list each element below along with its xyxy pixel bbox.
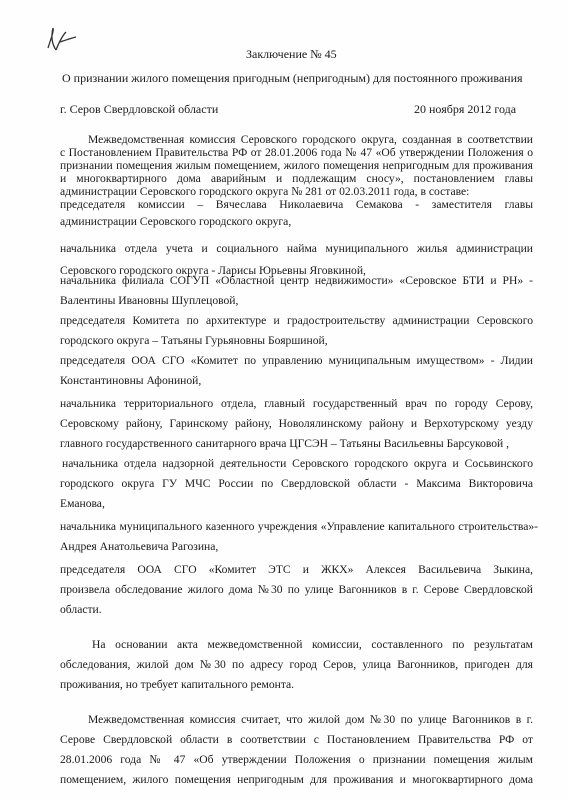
body-line: 28.01.2006 года № 47 «Об утверждении Положения о признании помещения жилым (60, 753, 533, 766)
body-line: городского округа – Татьяны Гурьяновны Бояршиной, (60, 334, 328, 347)
document-subtitle: О признании жилого помещения пригодным (непригодным) для постоянного проживания (62, 71, 523, 85)
body-line: Межведомственная комиссия считает, что жилой дом №30 по улице Вагонников в г. (88, 713, 533, 726)
body-line: Валентины Ивановны Шуплецовой, (60, 294, 239, 307)
body-line: городского округа ГУ МЧС России по Свердловской области - Максима Викторовича (60, 477, 533, 490)
body-line: начальника муниципального казенного учреждения «Управление капитального строительства»- (60, 520, 538, 533)
body-line: начальника отдела учета и социального найма муниципального жилья администрации (60, 242, 533, 255)
body-line: начальника филиала СОГУП «Областной центр недвижимости» «Серовское БТИ и РН» - (60, 274, 533, 287)
body-line: председателя комиссии – Вячеслава Николаевича Семакова - заместителя главы (60, 198, 533, 211)
handwritten-mark (44, 26, 78, 54)
body-line: Константиновны Афониной, (60, 374, 202, 387)
body-line: начальника территориального отдела, главный государственный врач по городу Серову, (60, 397, 533, 410)
body-line: Межведомственная комиссия Серовского городского округа, созданная в соответствии (88, 133, 533, 146)
body-line: администрации Серовского городского округа, (60, 215, 292, 228)
body-line: Андрея Анатольевича Рагозина, (60, 540, 219, 553)
body-line: обследования, жилой дом №30 по адресу город Серов, улица Вагонников, пригоден для (60, 658, 533, 671)
body-line: На основании акта межведомственной комиссии, составленного по результатам (92, 638, 533, 651)
body-line: проживания, но требует капитального ремонта. (60, 678, 295, 691)
body-line: Серовского городского округа - Ларисы Юрьевны Яговкиной, (60, 264, 366, 277)
body-line: с Постановлением Правительства РФ от 28.01.2006 года № 47 «Об утверждении Положения о (60, 146, 533, 159)
document-place: г. Серов Свердловской области (60, 102, 219, 116)
body-line: администрации Серовского городского округа № 281 от 02.03.2011 года, в составе: (60, 185, 470, 198)
document-date: 20 ноября 2012 года (414, 102, 517, 116)
body-line: Серове Свердловской области в соответствии с Постановлением Правительства РФ от (60, 733, 533, 746)
body-line: Серовскому району, Гаринскому району, Новолялинскому району и Верхотурскому уезду (60, 417, 533, 430)
body-line: начальника отдела надзорной деятельности Серовского городского округа и Сосьвинского (62, 457, 533, 470)
body-line: произвела обследование жилого дома №30 по улице Вагонников в г. Серове Свердловской (60, 583, 533, 596)
body-line: признании помещения жилым помещением, жилого помещения непригодным для проживания (60, 159, 533, 172)
body-line: Еманова, (60, 497, 105, 510)
body-line: главного государственного санитарного врача ЦГСЭН – Татьяны Васильевны Барсуковой , (60, 437, 510, 450)
body-line: помещением, жилого помещения непригодным для проживания и многоквартирного дома (60, 773, 533, 786)
body-line: области. (60, 603, 102, 616)
document-title: Заключение № 45 (246, 47, 337, 61)
body-line: председателя ООА СГО «Комитет ЭТС и ЖКХ» Алексея Васильевича Зыкина, (60, 563, 533, 576)
body-line: председателя Комитета по архитектуре и градостроительству администрации Серовского (60, 314, 533, 327)
body-line: председателя ООА СГО «Комитет по управлению муниципальным имуществом» - Лидии (60, 354, 533, 367)
body-line: и многоквартирного дома аварийным и подлежащим сносу», постановлением главы (60, 172, 533, 185)
